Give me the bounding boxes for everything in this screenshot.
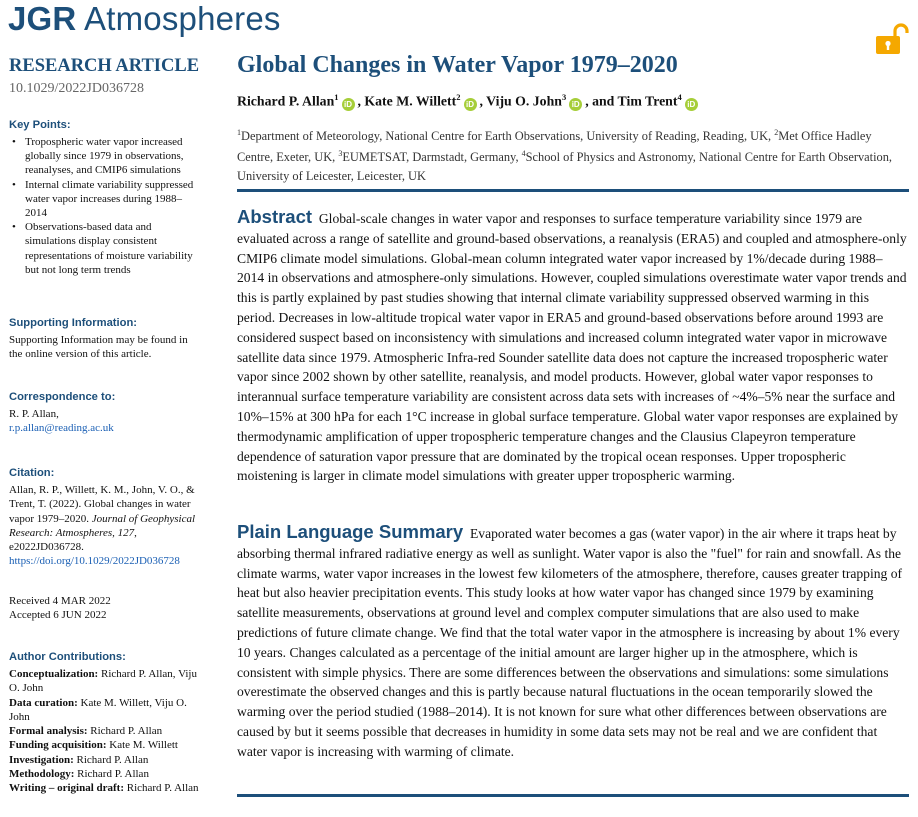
section-divider <box>237 189 909 192</box>
supporting-info <box>9 317 201 362</box>
orcid-icon[interactable]: iD <box>342 98 355 111</box>
article-type: RESEARCH ARTICLE <box>9 56 200 76</box>
contribution-item: Writing – original draft: Richard P. Allan <box>9 782 199 795</box>
abstract-heading: Abstract <box>237 206 313 227</box>
key-point-item: • Tropospheric water vapor increased globally since 1979 in observations, reanalyses, and CMIP6 simulations <box>9 135 201 178</box>
accepted-date: Accepted 6 JUN 2022 <box>9 609 107 622</box>
key-points-list <box>9 135 201 277</box>
contributions-heading: Author Contributions: <box>9 651 126 663</box>
citation-doi-link[interactable]: https://doi.org/10.1029/2022JD036728 <box>9 555 180 568</box>
article-title: Global Changes in Water Vapor 1979–2020 <box>237 52 678 78</box>
author-name[interactable]: Kate M. Willett <box>364 93 457 109</box>
key-point-item: • Internal climate variability suppressed water vapor increases during 1988–2014 <box>9 178 201 221</box>
author-name[interactable]: Richard P. Allan <box>237 93 335 109</box>
affiliations: $^1$Department of Meteorology, National Centre for Earth Observations, University of Reading, Reading, UK, $^2$Met Office Hadley Centre, Exeter, UK, $^3$EUMETSAT, Darmstadt, Germany, $^4$School of Physics and Astronomy, National Centre for Earth Observation, University of Leicester, Leicester, UK <box>237 128 893 183</box>
citation <box>9 467 201 569</box>
supporting-info-text: Supporting Information may be found in the online version of this article. <box>9 334 188 361</box>
citation-heading: Citation: <box>9 467 55 479</box>
plain-language-summary-text: Evaporated water becomes a gas (water vapor) in the air where it traps heat by absorbing thermal infrared radiative energy as well as sunlight. Water vapor is also the "fuel" for rain and snowfall. As the climate warms, water vapor increases in the lowest few kilometers of the atmosphere, therefore, causes greater trapping of heat but also heavier precipitation events. This study looks at how water vapor has changed since 1979 by examining satellite measurements, observations at ground level and complex computer simulations that are also used to make predictions of future climate change. We find that the total water vapor in the atmosphere is increasing by about 1% every 10 years. Changes calculated as a percentage of the initial amount are larger higher up in the atmosphere, which is consistent with simple physics. There are some differences between the observations and simulations: some simulations overestimate the observed changes and this is partly because natural fluctuations in the ocean temporarily slowed the warming over the period studied (1988–2014). It is not known for sure what other differences between observations are caused by but it seems possible that decreases in humidity in some data sets may not be real and we are confident that water vapor is increasing with warming of climate. <box>237 526 903 759</box>
plain-language-summary <box>237 522 909 762</box>
plain-language-summary-heading: Plain Language Summary <box>237 521 464 542</box>
citation-text: Allan, R. P., Willett, K. M., John, V. O., & Trent, T. (2022). Global changes in water vapor 1979–2020. Journal of Geophysical Research: Atmospheres, 127, e2022JD036728. https://doi.org/10.1029/2022JD036728 <box>9 484 196 568</box>
correspondence-name: R. P. Allan, <box>9 408 59 420</box>
received-date: Received 4 MAR 2022 <box>9 595 111 607</box>
author-contributions <box>9 651 201 796</box>
author-list: Richard P. Allan$^1$iD , Kate M. Willett$^2$iD , Viju O. John$^3$iD , and Tim Trent$^4$iD <box>237 92 701 111</box>
section-divider <box>237 794 909 797</box>
dates <box>9 594 201 623</box>
supporting-info-heading: Supporting Information: <box>9 317 138 329</box>
abstract-text: Global-scale changes in water vapor and responses to surface temperature variability since 1979 are evaluated across a range of satellite and ground-based observations, a reanalysis (ERA5) and coupled and atmosphere-only CMIP6 climate model simulations. Global-mean column integrated water vapor increased by 1%/decade during 1988–2014 in observations and atmosphere-only simulations. However, coupled simulations overestimate water vapor trends and this is partly explained by past studies showing that internal climate variability suppressed observed warming in this period. Decreases in low-altitude tropical water vapor in ERA5 and ground-based observations before around 1993 are considered suspect based on inconsistency with simulations and increased column integrated water vapor in microwave satellite data since 1979. Atmospheric Infra-red Sounder satellite data does not capture the increased tropospheric water vapor since 2002 shown by other satellite, reanalysis, and model products. However, global water vapor responses to interannual surface temperature variability are consistent across data sets with increases of ~4%–5% near the surface and 10%–15% at 300 hPa for each 1°C increase in global surface temperature. Global water vapor responses are explained by thermodynamic amplification of upper tropospheric temperature changes and the Clausius Clapeyron temperature dependence of saturation vapor pressure that are dominated by the tropical ocean responses. Upper tropospheric moistening is larger in climate model simulations with greater upper tropospheric warming. <box>237 211 907 484</box>
correspondence <box>9 391 201 436</box>
contribution-item: Formal analysis: Richard P. Allan <box>9 725 163 738</box>
article-doi[interactable]: 10.1029/2022JD036728 <box>9 81 144 96</box>
contribution-item: Funding acquisition: Kate M. Willett <box>9 739 178 752</box>
abstract <box>237 207 909 486</box>
correspondence-email-link[interactable]: r.p.allan@reading.ac.uk <box>9 422 114 435</box>
key-points <box>9 119 201 277</box>
author-name[interactable]: Viju O. John <box>486 93 562 109</box>
contribution-item: Data curation: Kate M. Willett, Viju O. John <box>9 696 187 723</box>
orcid-icon[interactable]: iD <box>685 98 698 111</box>
article-type-block <box>9 56 201 97</box>
key-points-heading: Key Points: <box>9 119 71 131</box>
orcid-icon[interactable]: iD <box>464 98 477 111</box>
journal-title: JGR Atmospheres <box>8 0 281 37</box>
author-name[interactable]: Tim Trent <box>617 93 678 109</box>
orcid-icon[interactable]: iD <box>569 98 582 111</box>
contribution-item: Methodology: Richard P. Allan <box>9 768 149 781</box>
contribution-item: Investigation: Richard P. Allan <box>9 753 149 766</box>
correspondence-heading: Correspondence to: <box>9 391 116 403</box>
key-point-item: • Observations-based data and simulations display consistent representations of moisture variability but not long term trends <box>9 220 201 277</box>
contribution-item: Conceptualization: Richard P. Allan, Viju O. John <box>9 668 197 695</box>
citation-journal: Journal of Geophysical Research: Atmospheres, 127 <box>9 512 196 539</box>
open-access-lock-icon <box>874 22 910 56</box>
